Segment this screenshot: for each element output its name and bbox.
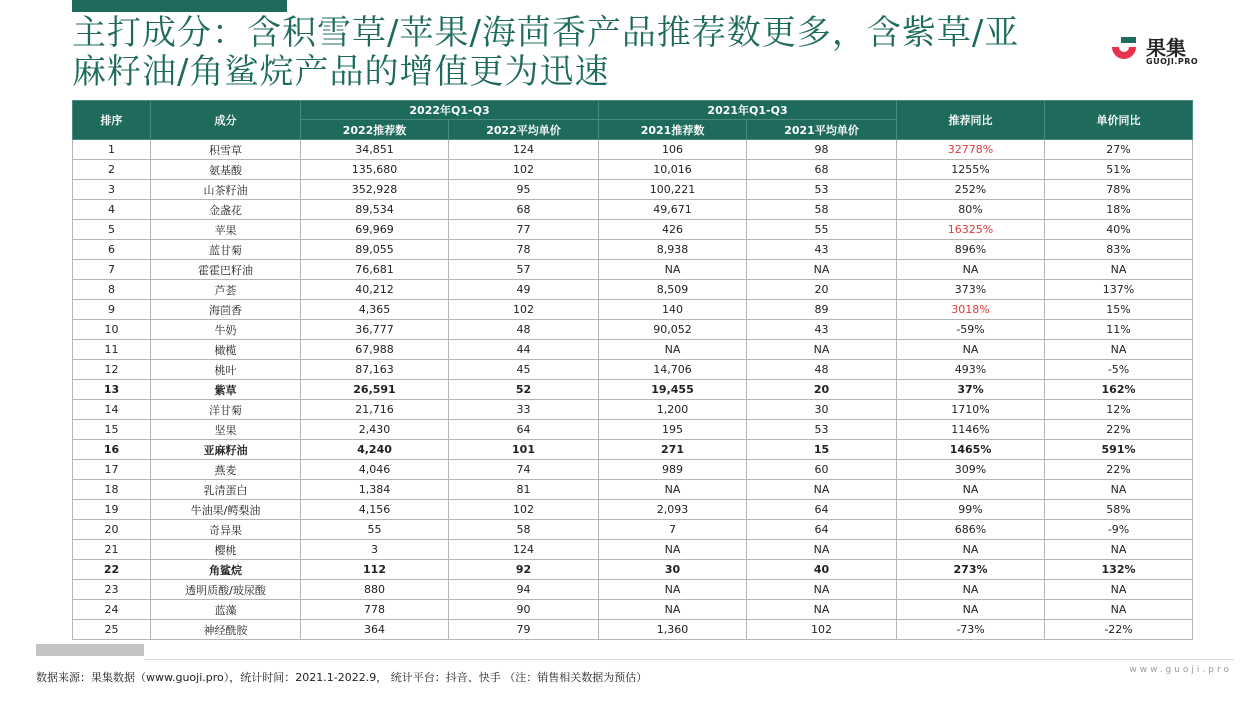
ingredient-cell: 芦荟 <box>151 280 301 300</box>
rec-2022-cell: 87,163 <box>301 360 449 380</box>
price-yoy-cell: NA <box>1045 480 1193 500</box>
rank-cell: 14 <box>73 400 151 420</box>
rank-cell: 18 <box>73 480 151 500</box>
price-2021-cell: NA <box>747 260 897 280</box>
price-2021-cell: 98 <box>747 140 897 160</box>
ingredient-cell: 蓝藻 <box>151 600 301 620</box>
ingredient-cell: 蓝甘菊 <box>151 240 301 260</box>
table-row <box>73 560 1193 580</box>
header-rec-2022: 2022推荐数 <box>301 120 449 140</box>
price-yoy-cell: 22% <box>1045 420 1193 440</box>
table-row <box>73 380 1193 400</box>
ingredient-cell: 奇异果 <box>151 520 301 540</box>
rank-cell: 3 <box>73 180 151 200</box>
rec-2021-cell: 7 <box>599 520 747 540</box>
price-yoy-cell: 22% <box>1045 460 1193 480</box>
price-2022-cell: 48 <box>449 320 599 340</box>
price-yoy-cell: NA <box>1045 600 1193 620</box>
price-yoy-cell: -5% <box>1045 360 1193 380</box>
ingredient-cell: 亚麻籽油 <box>151 440 301 460</box>
price-2021-cell: 64 <box>747 520 897 540</box>
rec-yoy-cell: 1710% <box>897 400 1045 420</box>
rec-2021-cell: 195 <box>599 420 747 440</box>
rank-cell: 20 <box>73 520 151 540</box>
price-2022-cell: 78 <box>449 240 599 260</box>
rec-yoy-cell: NA <box>897 260 1045 280</box>
rec-yoy-cell: -73% <box>897 620 1045 640</box>
rec-2021-cell: 49,671 <box>599 200 747 220</box>
footer-divider <box>144 659 1234 660</box>
rec-2022-cell: 4,240 <box>301 440 449 460</box>
header-ingredient: 成分 <box>151 101 301 140</box>
rank-cell: 16 <box>73 440 151 460</box>
header-price-yoy: 单价同比 <box>1045 101 1193 140</box>
ingredient-cell: 积雪草 <box>151 140 301 160</box>
header-rec-yoy: 推荐同比 <box>897 101 1045 140</box>
rec-2021-cell: 426 <box>599 220 747 240</box>
table-row <box>73 420 1193 440</box>
rec-2021-cell: 271 <box>599 440 747 460</box>
price-2022-cell: 45 <box>449 360 599 380</box>
rank-cell: 11 <box>73 340 151 360</box>
ingredient-cell: 山茶籽油 <box>151 180 301 200</box>
price-2021-cell: 30 <box>747 400 897 420</box>
price-yoy-cell: 12% <box>1045 400 1193 420</box>
header-price-2022: 2022平均单价 <box>449 120 599 140</box>
ingredient-cell: 霍霍巴籽油 <box>151 260 301 280</box>
ingredient-cell: 金盏花 <box>151 200 301 220</box>
price-2021-cell: 55 <box>747 220 897 240</box>
rec-2022-cell: 69,969 <box>301 220 449 240</box>
rec-yoy-cell: 896% <box>897 240 1045 260</box>
price-2022-cell: 49 <box>449 280 599 300</box>
rec-2021-cell: 90,052 <box>599 320 747 340</box>
rec-2022-cell: 778 <box>301 600 449 620</box>
rank-cell: 25 <box>73 620 151 640</box>
price-2022-cell: 77 <box>449 220 599 240</box>
rec-2022-cell: 4,365 <box>301 300 449 320</box>
rank-cell: 13 <box>73 380 151 400</box>
price-yoy-cell: 58% <box>1045 500 1193 520</box>
price-2021-cell: NA <box>747 580 897 600</box>
table-row <box>73 500 1193 520</box>
price-2021-cell: 43 <box>747 320 897 340</box>
price-2022-cell: 102 <box>449 160 599 180</box>
table-header-row <box>73 101 1193 120</box>
rec-2021-cell: NA <box>599 600 747 620</box>
rank-cell: 15 <box>73 420 151 440</box>
footer-accent-bar <box>36 644 144 656</box>
price-yoy-cell: 591% <box>1045 440 1193 460</box>
price-2022-cell: 92 <box>449 560 599 580</box>
ingredient-cell: 苹果 <box>151 220 301 240</box>
rec-2021-cell: NA <box>599 480 747 500</box>
rec-yoy-cell: 1465% <box>897 440 1045 460</box>
rec-yoy-cell: 16325% <box>897 220 1045 240</box>
price-2022-cell: 68 <box>449 200 599 220</box>
price-2022-cell: 58 <box>449 520 599 540</box>
price-2021-cell: 48 <box>747 360 897 380</box>
rec-yoy-cell: 37% <box>897 380 1045 400</box>
price-2021-cell: 58 <box>747 200 897 220</box>
price-yoy-cell: 51% <box>1045 160 1193 180</box>
table-row <box>73 540 1193 560</box>
table-row <box>73 600 1193 620</box>
rec-yoy-cell: 1146% <box>897 420 1045 440</box>
rec-2022-cell: 26,591 <box>301 380 449 400</box>
price-yoy-cell: 132% <box>1045 560 1193 580</box>
table-row <box>73 480 1193 500</box>
rec-2021-cell: 8,938 <box>599 240 747 260</box>
table-row <box>73 340 1193 360</box>
price-yoy-cell: 78% <box>1045 180 1193 200</box>
rec-yoy-cell: 493% <box>897 360 1045 380</box>
website-url: www.guoji.pro <box>1129 665 1232 675</box>
table-row <box>73 580 1193 600</box>
price-2022-cell: 74 <box>449 460 599 480</box>
rec-yoy-cell: 373% <box>897 280 1045 300</box>
rank-cell: 6 <box>73 240 151 260</box>
price-yoy-cell: NA <box>1045 540 1193 560</box>
ingredient-cell: 透明质酸/玻尿酸 <box>151 580 301 600</box>
rec-2022-cell: 880 <box>301 580 449 600</box>
rec-2021-cell: 100,221 <box>599 180 747 200</box>
price-yoy-cell: 162% <box>1045 380 1193 400</box>
price-2022-cell: 52 <box>449 380 599 400</box>
rec-2021-cell: 1,200 <box>599 400 747 420</box>
price-2022-cell: 33 <box>449 400 599 420</box>
rec-2022-cell: 1,384 <box>301 480 449 500</box>
price-yoy-cell: 18% <box>1045 200 1193 220</box>
price-yoy-cell: NA <box>1045 340 1193 360</box>
rank-cell: 4 <box>73 200 151 220</box>
ingredient-cell: 氨基酸 <box>151 160 301 180</box>
price-2022-cell: 94 <box>449 580 599 600</box>
rec-2022-cell: 67,988 <box>301 340 449 360</box>
rec-2022-cell: 4,156 <box>301 500 449 520</box>
brand-logo <box>1108 30 1238 74</box>
rec-2021-cell: NA <box>599 540 747 560</box>
rec-yoy-cell: 80% <box>897 200 1045 220</box>
price-2021-cell: NA <box>747 600 897 620</box>
rec-2021-cell: 30 <box>599 560 747 580</box>
price-yoy-cell: NA <box>1045 580 1193 600</box>
rec-2022-cell: 364 <box>301 620 449 640</box>
rank-cell: 24 <box>73 600 151 620</box>
price-2022-cell: 102 <box>449 500 599 520</box>
price-2022-cell: 124 <box>449 140 599 160</box>
price-2021-cell: 43 <box>747 240 897 260</box>
rec-2021-cell: 10,016 <box>599 160 747 180</box>
table-row <box>73 240 1193 260</box>
rank-cell: 5 <box>73 220 151 240</box>
price-2021-cell: 68 <box>747 160 897 180</box>
rank-cell: 8 <box>73 280 151 300</box>
rec-yoy-cell: 99% <box>897 500 1045 520</box>
rec-2021-cell: 1,360 <box>599 620 747 640</box>
price-2021-cell: NA <box>747 480 897 500</box>
price-2021-cell: 53 <box>747 180 897 200</box>
header-rec-2021: 2021推荐数 <box>599 120 747 140</box>
rec-2022-cell: 34,851 <box>301 140 449 160</box>
rank-cell: 10 <box>73 320 151 340</box>
ingredient-cell: 神经酰胺 <box>151 620 301 640</box>
table-body <box>73 140 1193 640</box>
ingredient-cell: 燕麦 <box>151 460 301 480</box>
price-yoy-cell: 40% <box>1045 220 1193 240</box>
page-title: 主打成分：含积雪草/苹果/海茴香产品推荐数更多，含紫草/亚麻籽油/角鲨烷产品的增值更为迅速 <box>72 13 1020 92</box>
price-yoy-cell: 137% <box>1045 280 1193 300</box>
rec-2021-cell: 8,509 <box>599 280 747 300</box>
ingredient-cell: 牛油果/鳄梨油 <box>151 500 301 520</box>
rec-2022-cell: 4,046 <box>301 460 449 480</box>
rec-2021-cell: NA <box>599 580 747 600</box>
rec-yoy-cell: -59% <box>897 320 1045 340</box>
table-row <box>73 200 1193 220</box>
ingredient-cell: 牛奶 <box>151 320 301 340</box>
rank-cell: 9 <box>73 300 151 320</box>
price-2022-cell: 81 <box>449 480 599 500</box>
rank-cell: 22 <box>73 560 151 580</box>
price-2022-cell: 57 <box>449 260 599 280</box>
price-2021-cell: 89 <box>747 300 897 320</box>
rec-2021-cell: 14,706 <box>599 360 747 380</box>
table-row <box>73 180 1193 200</box>
price-2022-cell: 95 <box>449 180 599 200</box>
rank-cell: 7 <box>73 260 151 280</box>
rec-2021-cell: NA <box>599 340 747 360</box>
brand-domain: GUOJI.PRO <box>1146 57 1199 66</box>
rec-yoy-cell: NA <box>897 480 1045 500</box>
rec-2022-cell: 89,534 <box>301 200 449 220</box>
rank-cell: 17 <box>73 460 151 480</box>
rec-2021-cell: 140 <box>599 300 747 320</box>
rec-2022-cell: 40,212 <box>301 280 449 300</box>
rec-2021-cell: NA <box>599 260 747 280</box>
rec-2022-cell: 3 <box>301 540 449 560</box>
price-2021-cell: 20 <box>747 280 897 300</box>
price-yoy-cell: 11% <box>1045 320 1193 340</box>
table-row <box>73 220 1193 240</box>
price-2022-cell: 64 <box>449 420 599 440</box>
rec-yoy-cell: NA <box>897 540 1045 560</box>
table-row <box>73 140 1193 160</box>
rec-yoy-cell: 252% <box>897 180 1045 200</box>
rec-2022-cell: 352,928 <box>301 180 449 200</box>
ingredient-cell: 海茴香 <box>151 300 301 320</box>
price-2022-cell: 44 <box>449 340 599 360</box>
rec-2022-cell: 89,055 <box>301 240 449 260</box>
rec-2022-cell: 112 <box>301 560 449 580</box>
ingredient-cell: 角鲨烷 <box>151 560 301 580</box>
table-row <box>73 280 1193 300</box>
table-row <box>73 440 1193 460</box>
table-row <box>73 300 1193 320</box>
table-row <box>73 460 1193 480</box>
table-row <box>73 160 1193 180</box>
rec-2022-cell: 36,777 <box>301 320 449 340</box>
rec-2022-cell: 21,716 <box>301 400 449 420</box>
rec-yoy-cell: NA <box>897 580 1045 600</box>
price-yoy-cell: 83% <box>1045 240 1193 260</box>
data-source-note: 数据来源：果集数据（www.guoji.pro），统计时间：2021.1-2022.9， 统计平台：抖音、快手 （注：销售相关数据为预估） <box>36 671 648 684</box>
rank-cell: 12 <box>73 360 151 380</box>
rec-yoy-cell: 686% <box>897 520 1045 540</box>
rank-cell: 21 <box>73 540 151 560</box>
rec-2021-cell: 106 <box>599 140 747 160</box>
price-2021-cell: 15 <box>747 440 897 460</box>
rec-2022-cell: 76,681 <box>301 260 449 280</box>
price-yoy-cell: 15% <box>1045 300 1193 320</box>
ingredient-cell: 樱桃 <box>151 540 301 560</box>
price-2022-cell: 90 <box>449 600 599 620</box>
title-accent-bar <box>72 0 287 12</box>
price-2022-cell: 102 <box>449 300 599 320</box>
price-2021-cell: 20 <box>747 380 897 400</box>
table-row <box>73 400 1193 420</box>
price-2021-cell: 53 <box>747 420 897 440</box>
rec-2022-cell: 2,430 <box>301 420 449 440</box>
rank-cell: 2 <box>73 160 151 180</box>
price-2022-cell: 101 <box>449 440 599 460</box>
ingredient-table <box>72 100 1193 640</box>
rec-2021-cell: 2,093 <box>599 500 747 520</box>
ingredient-cell: 坚果 <box>151 420 301 440</box>
rec-yoy-cell: 3018% <box>897 300 1045 320</box>
guoji-logo-icon <box>1108 34 1140 66</box>
ingredient-cell: 紫草 <box>151 380 301 400</box>
price-yoy-cell: 27% <box>1045 140 1193 160</box>
rank-cell: 23 <box>73 580 151 600</box>
price-2022-cell: 124 <box>449 540 599 560</box>
table-row <box>73 260 1193 280</box>
rank-cell: 19 <box>73 500 151 520</box>
price-2021-cell: NA <box>747 540 897 560</box>
header-group-2021: 2021年Q1-Q3 <box>599 101 897 120</box>
table-row <box>73 620 1193 640</box>
ingredient-cell: 乳清蛋白 <box>151 480 301 500</box>
rec-yoy-cell: NA <box>897 340 1045 360</box>
ingredient-cell: 洋甘菊 <box>151 400 301 420</box>
rec-2021-cell: 19,455 <box>599 380 747 400</box>
rec-yoy-cell: 32778% <box>897 140 1045 160</box>
brand-name: 果集 <box>1146 36 1186 60</box>
rec-2022-cell: 135,680 <box>301 160 449 180</box>
price-2021-cell: 64 <box>747 500 897 520</box>
price-2021-cell: 40 <box>747 560 897 580</box>
rec-2021-cell: 989 <box>599 460 747 480</box>
rank-cell: 1 <box>73 140 151 160</box>
table-row <box>73 360 1193 380</box>
price-yoy-cell: -22% <box>1045 620 1193 640</box>
rec-yoy-cell: 273% <box>897 560 1045 580</box>
table-row <box>73 320 1193 340</box>
rec-yoy-cell: 309% <box>897 460 1045 480</box>
header-group-2022: 2022年Q1-Q3 <box>301 101 599 120</box>
price-2021-cell: NA <box>747 340 897 360</box>
price-2022-cell: 79 <box>449 620 599 640</box>
header-price-2021: 2021平均单价 <box>747 120 897 140</box>
price-2021-cell: 102 <box>747 620 897 640</box>
rec-yoy-cell: NA <box>897 600 1045 620</box>
rec-2022-cell: 55 <box>301 520 449 540</box>
rec-yoy-cell: 1255% <box>897 160 1045 180</box>
price-2021-cell: 60 <box>747 460 897 480</box>
table-row <box>73 520 1193 540</box>
ingredient-cell: 橄榄 <box>151 340 301 360</box>
price-yoy-cell: -9% <box>1045 520 1193 540</box>
header-rank: 排序 <box>73 101 151 140</box>
ingredient-cell: 桃叶 <box>151 360 301 380</box>
price-yoy-cell: NA <box>1045 260 1193 280</box>
